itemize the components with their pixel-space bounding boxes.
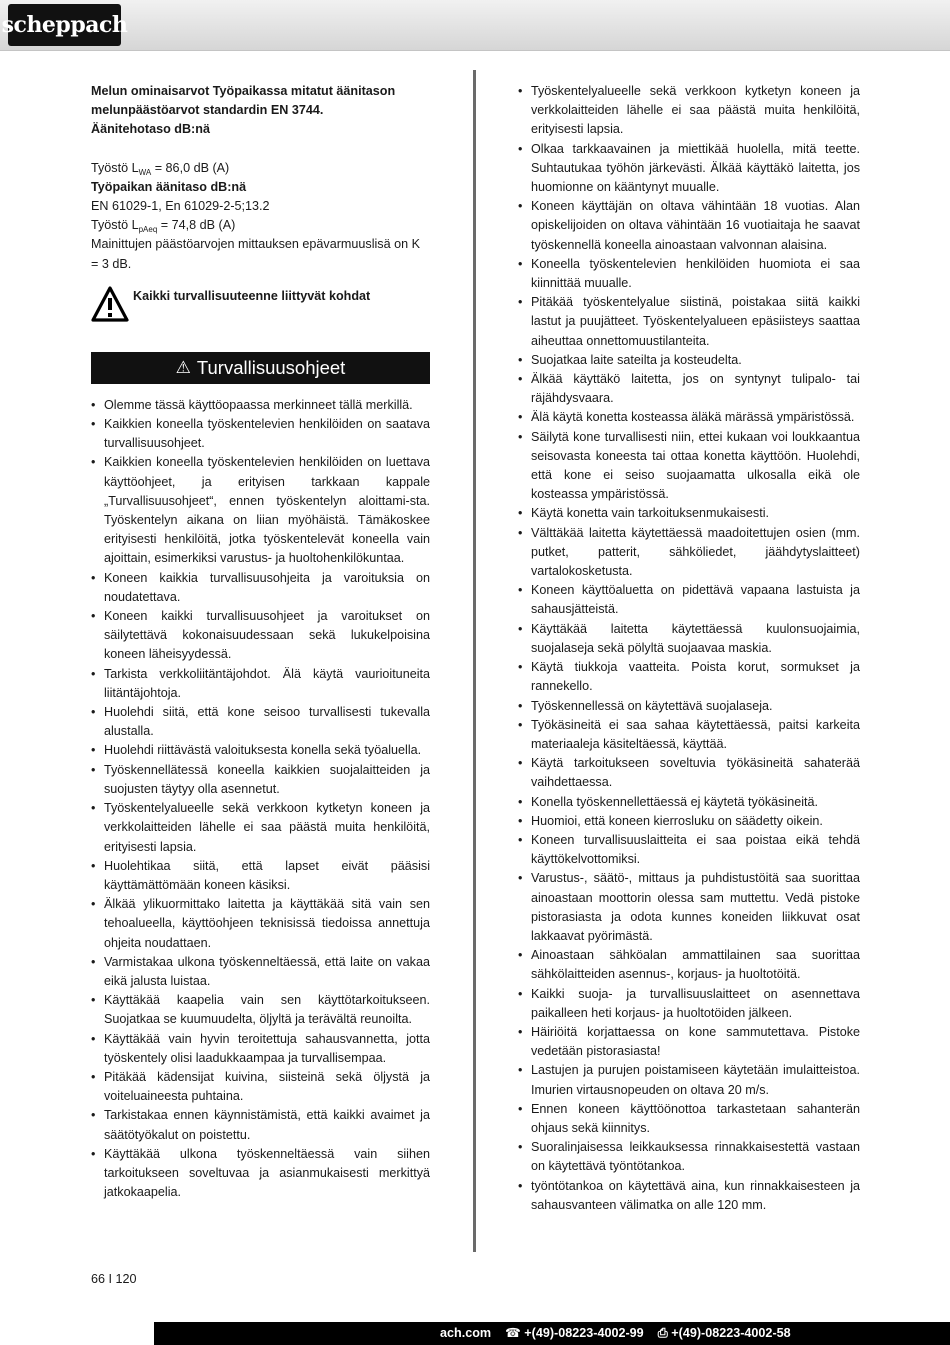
sound-pressure-level: Työstö $L_{pAeq} = 74,8$ dB (A) [91,218,236,235]
warning-row [91,286,430,330]
list-item: • Varmistakaa ulkona työskenneltäessä, että laite on vakaa eikä jalusta luistaa. [91,954,430,988]
list-item: • Huolehdi siitä, että kone seisoo turvallisesti tukevalla alustalla. [91,705,430,739]
page-header [0,0,950,51]
list-item: • Käyttäkää ulkona työskenneltäessä vain siihen tarkoitukseen soveltuvaa ja asianmukaisesti merkittyä jatkokaapelia. [91,1146,430,1200]
list-item: • Varustus-, säätö-, mittaus ja puhdistustöitä saa suorittaa ainoastaan moottorin olessa sam muttettu. Vedä pistoke pistorasiasta ja odota kunnes koneiden liikkuvat osat lakkaavat pyörimästä. [518,871,860,943]
list-item: • Pitäkää työskentelyalue siistinä, poistakaa siitä kaikki lastut ja puujätteet. Työskentelyalueen epäsiisteys saattaa aiheuttaa onnettomuustilanteita. [518,295,860,348]
list-item: • Käyttäkää vain hyvin teroitettuja sahausvannetta, jotta työskentely olisi laadukkaampaa ja turvallisempaa. [91,1031,430,1065]
list-item: • Suojatkaa laite sateilta ja kosteudelta. [518,352,742,367]
list-item: • Koneella työskentelevien henkilöiden huomiota ei saa kiinnittää muualle. [518,256,860,291]
list-item: • Käytä tiukkoja vaatteita. Poista korut, sormukset ja rannekello. [518,660,860,694]
website-link[interactable]: ach.com [440,1326,492,1340]
left-bullet-list [91,396,430,1203]
page-footer [0,1322,950,1345]
section-title-bar [91,352,430,384]
scheppach-logo: scheppach [8,4,121,46]
list-item: • Käytä tarkoitukseen soveltuvia työkäsineitä sahaterää vaihdettaessa. [518,756,860,790]
section-title: Turvallisuusohjeet [196,357,346,379]
list-item: • Olkaa tarkkaavainen ja miettikää huolella, mitä teette. Suhtautukaa työhön järkevästi. Älkää käyttäkö laitetta, jos huomionne on kääntynyt muualle. [518,141,860,195]
footer-contact [440,1325,791,1341]
list-item: • Säilytä kone turvallisesti niin, ettei kukaan voi loukkaantua seisovasta koneesta tai ottaa konetta käyttöön. Huolehdi, että kone ei seiso suojaamatta ulkosalla eikä ole kosteassa ympäristössä. [518,429,860,502]
list-item: • Pitäkää kädensijat kuivina, siisteinä sekä öljystä ja voiteluaineesta puhtaina. [91,1069,430,1104]
list-item: • Koneen käyttäjän on oltava vähintään 18 vuotias. Alan opiskelijoiden on oltava vähintään 16 vuotiaitaja he saavat työskennellä koneella ainoastaan valvonnan alaisina. [518,199,860,252]
list-item: • Työskentelyalueelle sekä verkkoon kytketyn koneen ja verkkolaitteiden lähelle ei saa päästä muita henkilöitä, erityisesti lapsia. [91,801,430,854]
list-item: • Tarkistakaa ennen käynnistämistä, että kaikki avaimet ja säätötyökalut on poistettu. [91,1108,430,1142]
list-item: • Työskentelyalueelle sekä verkkoon kytketyn koneen ja verkkolaitteiden lähelle ei saa päästä muita henkilöitä, erityisesti lapsia. [518,84,860,137]
list-item: • Käyttäkää laitetta käytettäessä kuulonsuojaimia, suojalaseja sekä pölyltä suojaavaa maskia. [518,621,860,655]
list-item: • Koneen turvallisuuslaitteita ei saa poistaa eikä tehdä käyttökelvottomiksi. [518,832,860,867]
list-item: • Työkäsineitä ei saa sahaa käytettäessä, paitsi karkeita materiaaleja käsiteltäessä, käyttää. [518,717,860,751]
list-item: • Ainoastaan sähköalan ammattilainen saa suorittaa sähkölaitteiden asennus-, korjaus- ja huoltotöitä. [518,948,860,982]
list-item: • Älkää ylikuormittako laitetta ja käyttäkää sitä vain sen tehoalueella, käyttöohjeen teknisissä tiedoissa annettuja ohjeita noudattaen. [91,897,430,950]
noise-heading-line-1: Melun ominaisarvot Työpaikassa mitatut äänitason [91,84,396,98]
list-item: • Tarkista verkkoliitäntäjohdot. Älä käytä vaurioituneita liitäntäjohtoja. [91,666,430,700]
sound-power-level: Työstö $L_{WA} = 86,0$ dB (A) [91,160,230,177]
list-item: • työntötankoa on käytettävä aina, kun rinnakkaisesteen ja sahausvanteen välimatka on alle 120 mm. [518,1178,860,1212]
list-item: • Älä käytä konetta kosteassa äläkä märässä ympäristössä. [518,410,855,425]
page-number: 66 I 120 [91,1272,137,1286]
list-item: • Älkää käyttäkö laitetta, jos on syntynyt tulipalo- tai räjähdysvaara. [518,372,860,406]
standard-line: EN 61029-1, En 61029-2-5;13.2 [91,199,270,214]
list-item: • Välttäkää laitetta käytettäessä maadoitettujen osien (mm. putket, patterit, sähköliedet, jäähdytyslaitteet) vartalokosketusta. [518,525,860,579]
list-item: • Häiriöitä korjattaessa on kone sammutettava. Pistoke vedetään pistorasiasta! [518,1024,860,1059]
list-item: • Suoralinjaisessa leikkauksessa rinnakkaisestettä vastaan on käytettävä työntötankoa. [518,1140,860,1174]
phone-icon: ☎ [505,1326,521,1340]
left-column [91,82,430,1202]
list-item: • Koneen käyttöaluetta on pidettävä vapaana lastuista ja sahausjätteistä. [518,583,860,617]
phone-number: +(49)-08223-4002-99 [524,1326,644,1340]
fax-number: +(49)-08223-4002-58 [671,1326,791,1340]
list-item: • Työskennellessä on käytettävä suojalaseja. [518,698,773,713]
list-item: • Lastujen ja purujen poistamiseen käytetään imulaitteistoa. Imurien virtausnopeuden on oltava 20 m/s. [518,1063,860,1097]
list-item: • Käytä konetta vain tarkoituksenmukaisesti. [518,506,770,521]
list-item: • Kaikkien koneella työskentelevien henkilöiden on luettava käyttöohjeet, ja erityisen tarkkaan kappale „Turvallisuusohjeet“, ennen työskentelyn aloittami-sta. Työskentelyn aikana on liian myöhäistä. Tämäkoskee erityisesti henkilöitä, jotka työskentelevät koneella vain ajoittain, esimerkiksi varustus- ja huoltohenkilökuntaa. [91,455,430,566]
list-item: • Koneen kaikki turvallisuusohjeet ja varoitukset on säilytettävä kokonaisuudessaan sekä lukukelpoisina koneen läheisyydessä. [91,609,430,662]
column-divider [473,70,476,1252]
list-item: • Työskennellätessä koneella kaikkien suojalaitteiden ja suojusten täytyy olla asennetut. [91,762,430,796]
warning-small-icon: ⚠ [175,358,191,378]
right-column [518,82,860,1215]
list-item: • Ennen koneen käyttöönottoa tarkastetaan sahanterän ohjaus sekä kiinnitys. [518,1101,860,1135]
uncertainty-text: Mainittujen päästöarvojen mittauksen epävarmuuslisä on K = 3 dB. [91,237,421,271]
list-item: • Kaikkien koneella työskentelevien henkilöiden on saatava turvallisuusohjeet. [91,417,430,451]
noise-heading-line-2: melunpäästöarvot standardin EN 3744. [91,103,324,118]
list-item: • Kaikki suoja- ja turvallisuuslaitteet on asennettava paikalleen heti korjaus- ja huoltotöiden jälkeen. [518,986,860,1020]
warning-triangle-icon [91,286,129,322]
warning-text: Kaikki turvallisuuteenne liittyvät kohdat [133,288,371,303]
workplace-heading: Työpaikan äänitaso dB:nä [91,179,247,194]
list-item: • Koneen kaikkia turvallisuusohjeita ja varoituksia on noudatettava. [91,570,430,604]
right-bullet-list [518,82,860,1215]
list-item: • Olemme tässä käyttöopaassa merkinneet tällä merkillä. [91,397,413,412]
fax-icon: ⎙ [657,1326,668,1340]
list-item: • Konella työskennellettäessä ej käytetä työkäsineitä. [518,794,819,809]
list-item: • Huomioi, että koneen kierrosluku on säädetty oikein. [518,813,823,828]
noise-heading-line-3: Äänitehotaso dB:nä [91,122,210,137]
list-item: • Huolehdi riittävästä valoituksesta konella sekä työaluella. [91,743,422,758]
list-item: • Huolehtikaa siitä, että lapset eivät pääsisi käyttämättömään koneen käsiksi. [91,858,430,892]
list-item: • Käyttäkää kaapelia vain sen käyttötarkoitukseen. Suojatkaa se kuumuudelta, öljyltä ja terävältä reunoilta. [91,993,430,1027]
